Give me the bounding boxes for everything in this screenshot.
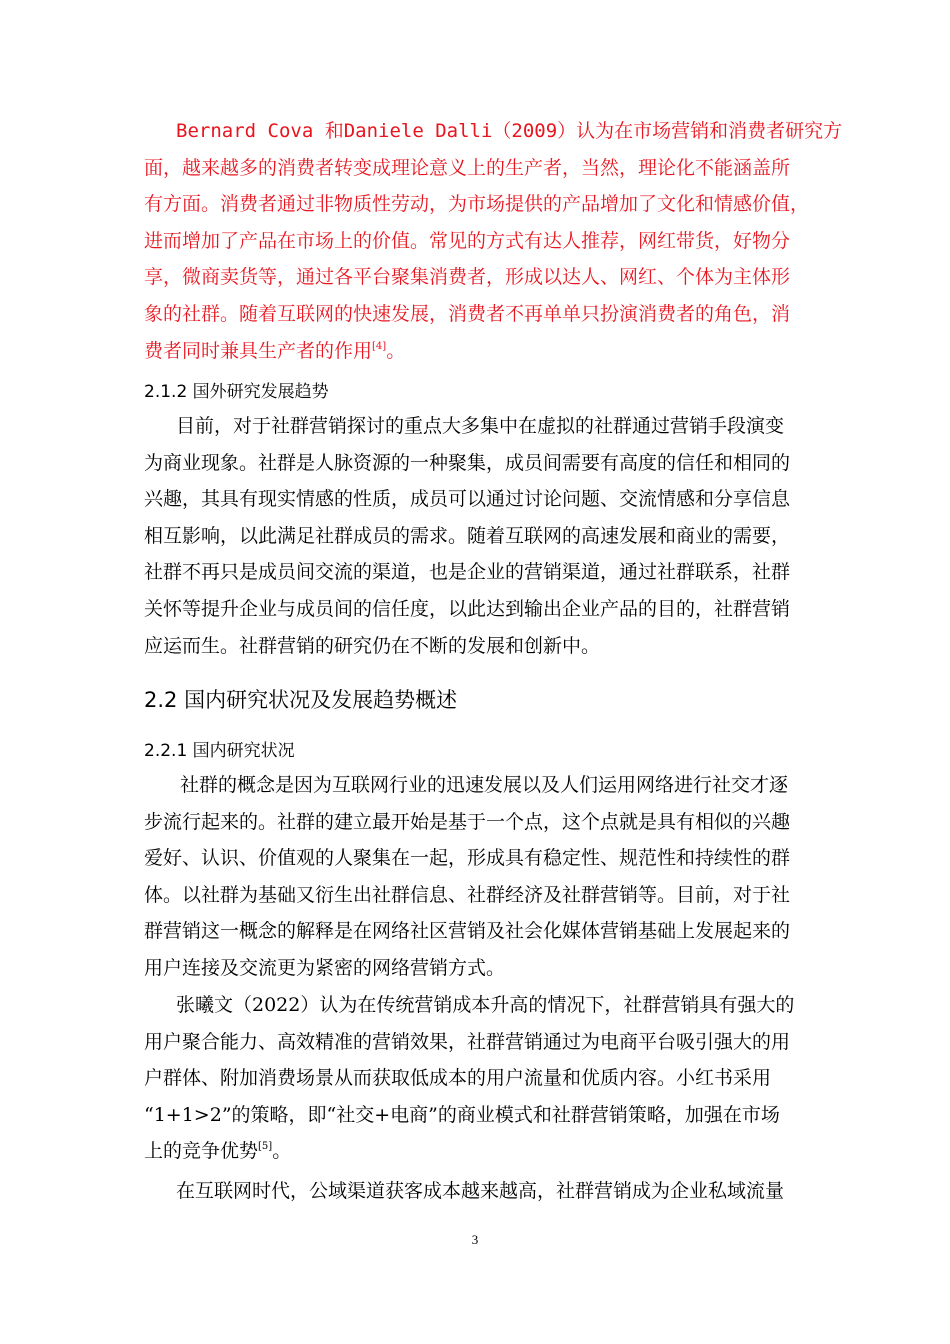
text-line: 象的社群。随着互联网的快速发展，消费者不再单单只扮演消费者的角色，消 xyxy=(144,302,791,325)
text-line: 相互影响，以此满足社群成员的需求。随着互联网的高速发展和商业的需要， xyxy=(144,524,791,547)
text-line: 目前，对于社群营销探讨的重点大多集中在虚拟的社群通过营销手段演变 xyxy=(176,415,785,437)
text-line: 步流行起来的。社群的建立最开始是基于一个点，这个点就是具有相似的兴趣 xyxy=(144,810,791,833)
text-line: 享，微商卖货等，通过各平台聚集消费者，形成以达人、网红、个体为主体形 xyxy=(144,266,791,289)
text-line: 社群不再只是成员间交流的渠道，也是企业的营销渠道，通过社群联系，社群 xyxy=(144,561,791,584)
paragraph-community-concept xyxy=(144,767,810,987)
text-line: 用户聚合能力、高效精准的营销效果，社群营销通过为电商平台吸引强大的用 xyxy=(144,1030,791,1053)
text-segment: Bernard Cova 和Daniele Dalli（2009） xyxy=(176,120,577,142)
citation-marker: [4] xyxy=(372,340,387,352)
text-line: 面，越来越多的消费者转变成理论意义上的生产者，当然，理论化不能涵盖所 xyxy=(144,156,791,179)
text-segment: 费者同时兼具生产者的作用 xyxy=(144,339,373,362)
text-line: “1+1>2”的策略，即“社交+电商”的商业模式和社群营销策略，加强在市场 xyxy=(144,1103,780,1126)
text-segment: 。 xyxy=(386,339,406,362)
text-line: 户群体、附加消费场景从而获取低成本的用户流量和优质内容。小红书采用 xyxy=(144,1067,772,1090)
section-heading-2-1-2: 2.1.2 国外研究发展趋势 xyxy=(144,382,329,402)
text-line xyxy=(144,1133,810,1170)
text-line: 社群的概念是因为互联网行业的迅速发展以及人们运用网络进行社交才逐 xyxy=(180,774,789,796)
section-heading-2-2-1: 2.2.1 国内研究状况 xyxy=(144,741,295,761)
text-line: 兴趣，其具有现实情感的性质，成员可以通过讨论问题、交流情感和分享信息 xyxy=(144,488,791,511)
text-segment: 。 xyxy=(272,1140,292,1163)
text-segment: 上的竞争优势 xyxy=(144,1140,259,1163)
text-line: 有方面。消费者通过非物质性劳动，为市场提供的产品增加了文化和情感价值， xyxy=(144,193,810,216)
text-line xyxy=(144,113,843,150)
citation-marker: [5] xyxy=(258,1141,273,1153)
text-line: 进而增加了产品在市场上的价值。常见的方式有达人推荐，网红带货，好物分 xyxy=(144,229,791,252)
paragraph-zhang-xiwen xyxy=(144,987,810,1170)
page-number: 3 xyxy=(471,1232,479,1247)
text-line: 爱好、认识、价值观的人聚集在一起，形成具有稳定性、规范性和持续性的群 xyxy=(144,847,791,870)
text-line: 体。以社群为基础又衍生出社群信息、社群经济及社群营销等。目前，对于社 xyxy=(144,883,791,906)
text-line: 张曦文（2022）认为在传统营销成本升高的情况下，社群营销具有强大的 xyxy=(176,994,795,1016)
paragraph-foreign-research xyxy=(144,408,810,664)
paragraph-internet-era xyxy=(144,1173,810,1210)
text-line: 应运而生。社群营销的研究仍在不断的发展和创新中。 xyxy=(144,634,601,657)
text-segment: 认为在市场营销和消费者研究方 xyxy=(576,120,843,142)
paragraph-cova-dalli xyxy=(144,113,843,369)
text-line: 在互联网时代，公域渠道获客成本越来越高，社群营销成为企业私域流量 xyxy=(176,1180,785,1202)
section-heading-2-2: 2.2 国内研究状况及发展趋势概述 xyxy=(144,688,458,712)
text-line: 用户连接及交流更为紧密的网络营销方式。 xyxy=(144,956,506,979)
text-line: 关怀等提升企业与成员间的信任度，以此达到输出企业产品的目的，社群营销 xyxy=(144,597,791,620)
text-line xyxy=(144,333,810,370)
text-line: 为商业现象。社群是人脉资源的一种聚集，成员间需要有高度的信任和相同的 xyxy=(144,451,791,474)
text-line: 群营销这一概念的解释是在网络社区营销及社会化媒体营销基础上发展起来的 xyxy=(144,920,791,943)
